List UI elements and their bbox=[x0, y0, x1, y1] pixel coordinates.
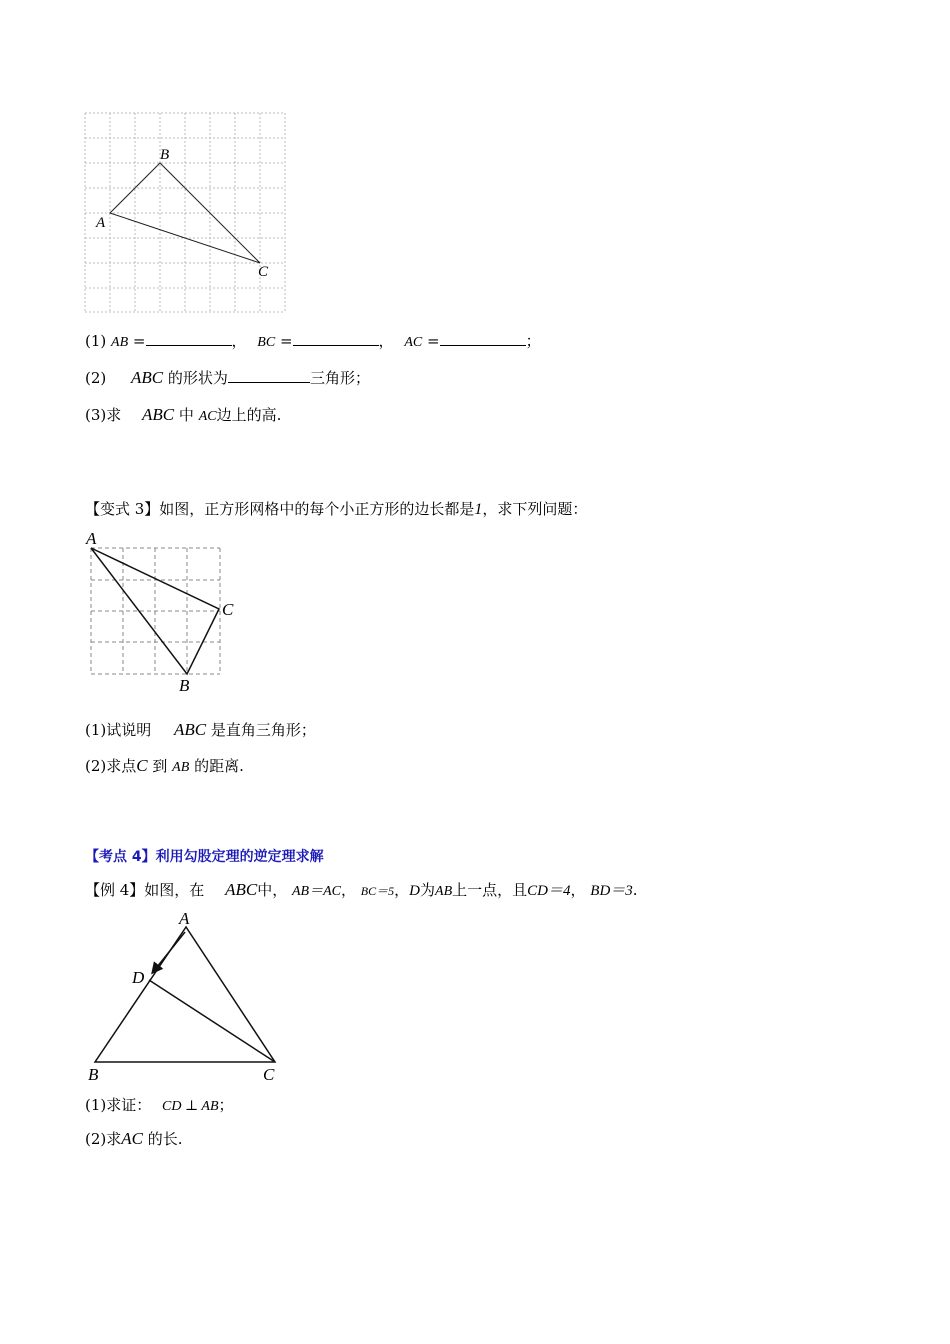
label-a: A bbox=[96, 215, 106, 231]
variant-3-part-2: (2)求点C 到 AB 的距离. bbox=[85, 756, 244, 775]
arrow-to-d bbox=[153, 932, 185, 972]
part-number: (1) bbox=[85, 332, 107, 350]
question-1-part-1: (1) AB = ， BC = ， AC = ； bbox=[85, 332, 541, 350]
label-b: B bbox=[179, 676, 190, 695]
answer-blank-ab[interactable] bbox=[146, 331, 232, 346]
example-4-part-1: (1)求证： CD ⊥ AB； bbox=[85, 1096, 234, 1114]
example-4-statement: 【例 4】如图，在 ABC中， AB＝AC， BC＝5，D为AB上一点，且CD＝4， BD＝3. bbox=[85, 880, 638, 899]
label-c: C bbox=[263, 1065, 275, 1084]
figure-1-grid-triangle bbox=[85, 113, 287, 313]
label-b: B bbox=[160, 147, 170, 163]
triangle-abc bbox=[95, 927, 275, 1062]
label-d: D bbox=[132, 968, 145, 987]
section-heading-kaodian-4: 【考点 4】利用勾股定理的逆定理求解 bbox=[85, 849, 324, 865]
label-c: C bbox=[222, 600, 234, 619]
question-1-part-2: (2) ABC 的形状为 三角形； bbox=[85, 368, 370, 387]
question-1-part-3: (3)求 ABC 中 AC边上的高. bbox=[85, 405, 282, 424]
label-a: A bbox=[179, 909, 190, 928]
figure-example-4-triangle bbox=[85, 910, 285, 1085]
variant-3-title: 【变式 3】如图，正方形网格中的每个小正方形的边长都是1，求下列问题： bbox=[85, 500, 588, 518]
label-a: A bbox=[86, 529, 97, 548]
answer-blank-bc[interactable] bbox=[293, 331, 379, 346]
answer-blank-ac[interactable] bbox=[440, 331, 526, 346]
example-4-part-2: (2)求AC 的长. bbox=[85, 1129, 183, 1148]
variant-3-part-1: (1)试说明 ABC 是直角三角形； bbox=[85, 720, 316, 739]
segment-cd bbox=[149, 980, 275, 1062]
answer-blank-shape[interactable] bbox=[228, 368, 310, 383]
figure-variant-3-grid bbox=[85, 530, 245, 695]
label-c: C bbox=[258, 264, 269, 280]
label-b: B bbox=[88, 1065, 99, 1084]
